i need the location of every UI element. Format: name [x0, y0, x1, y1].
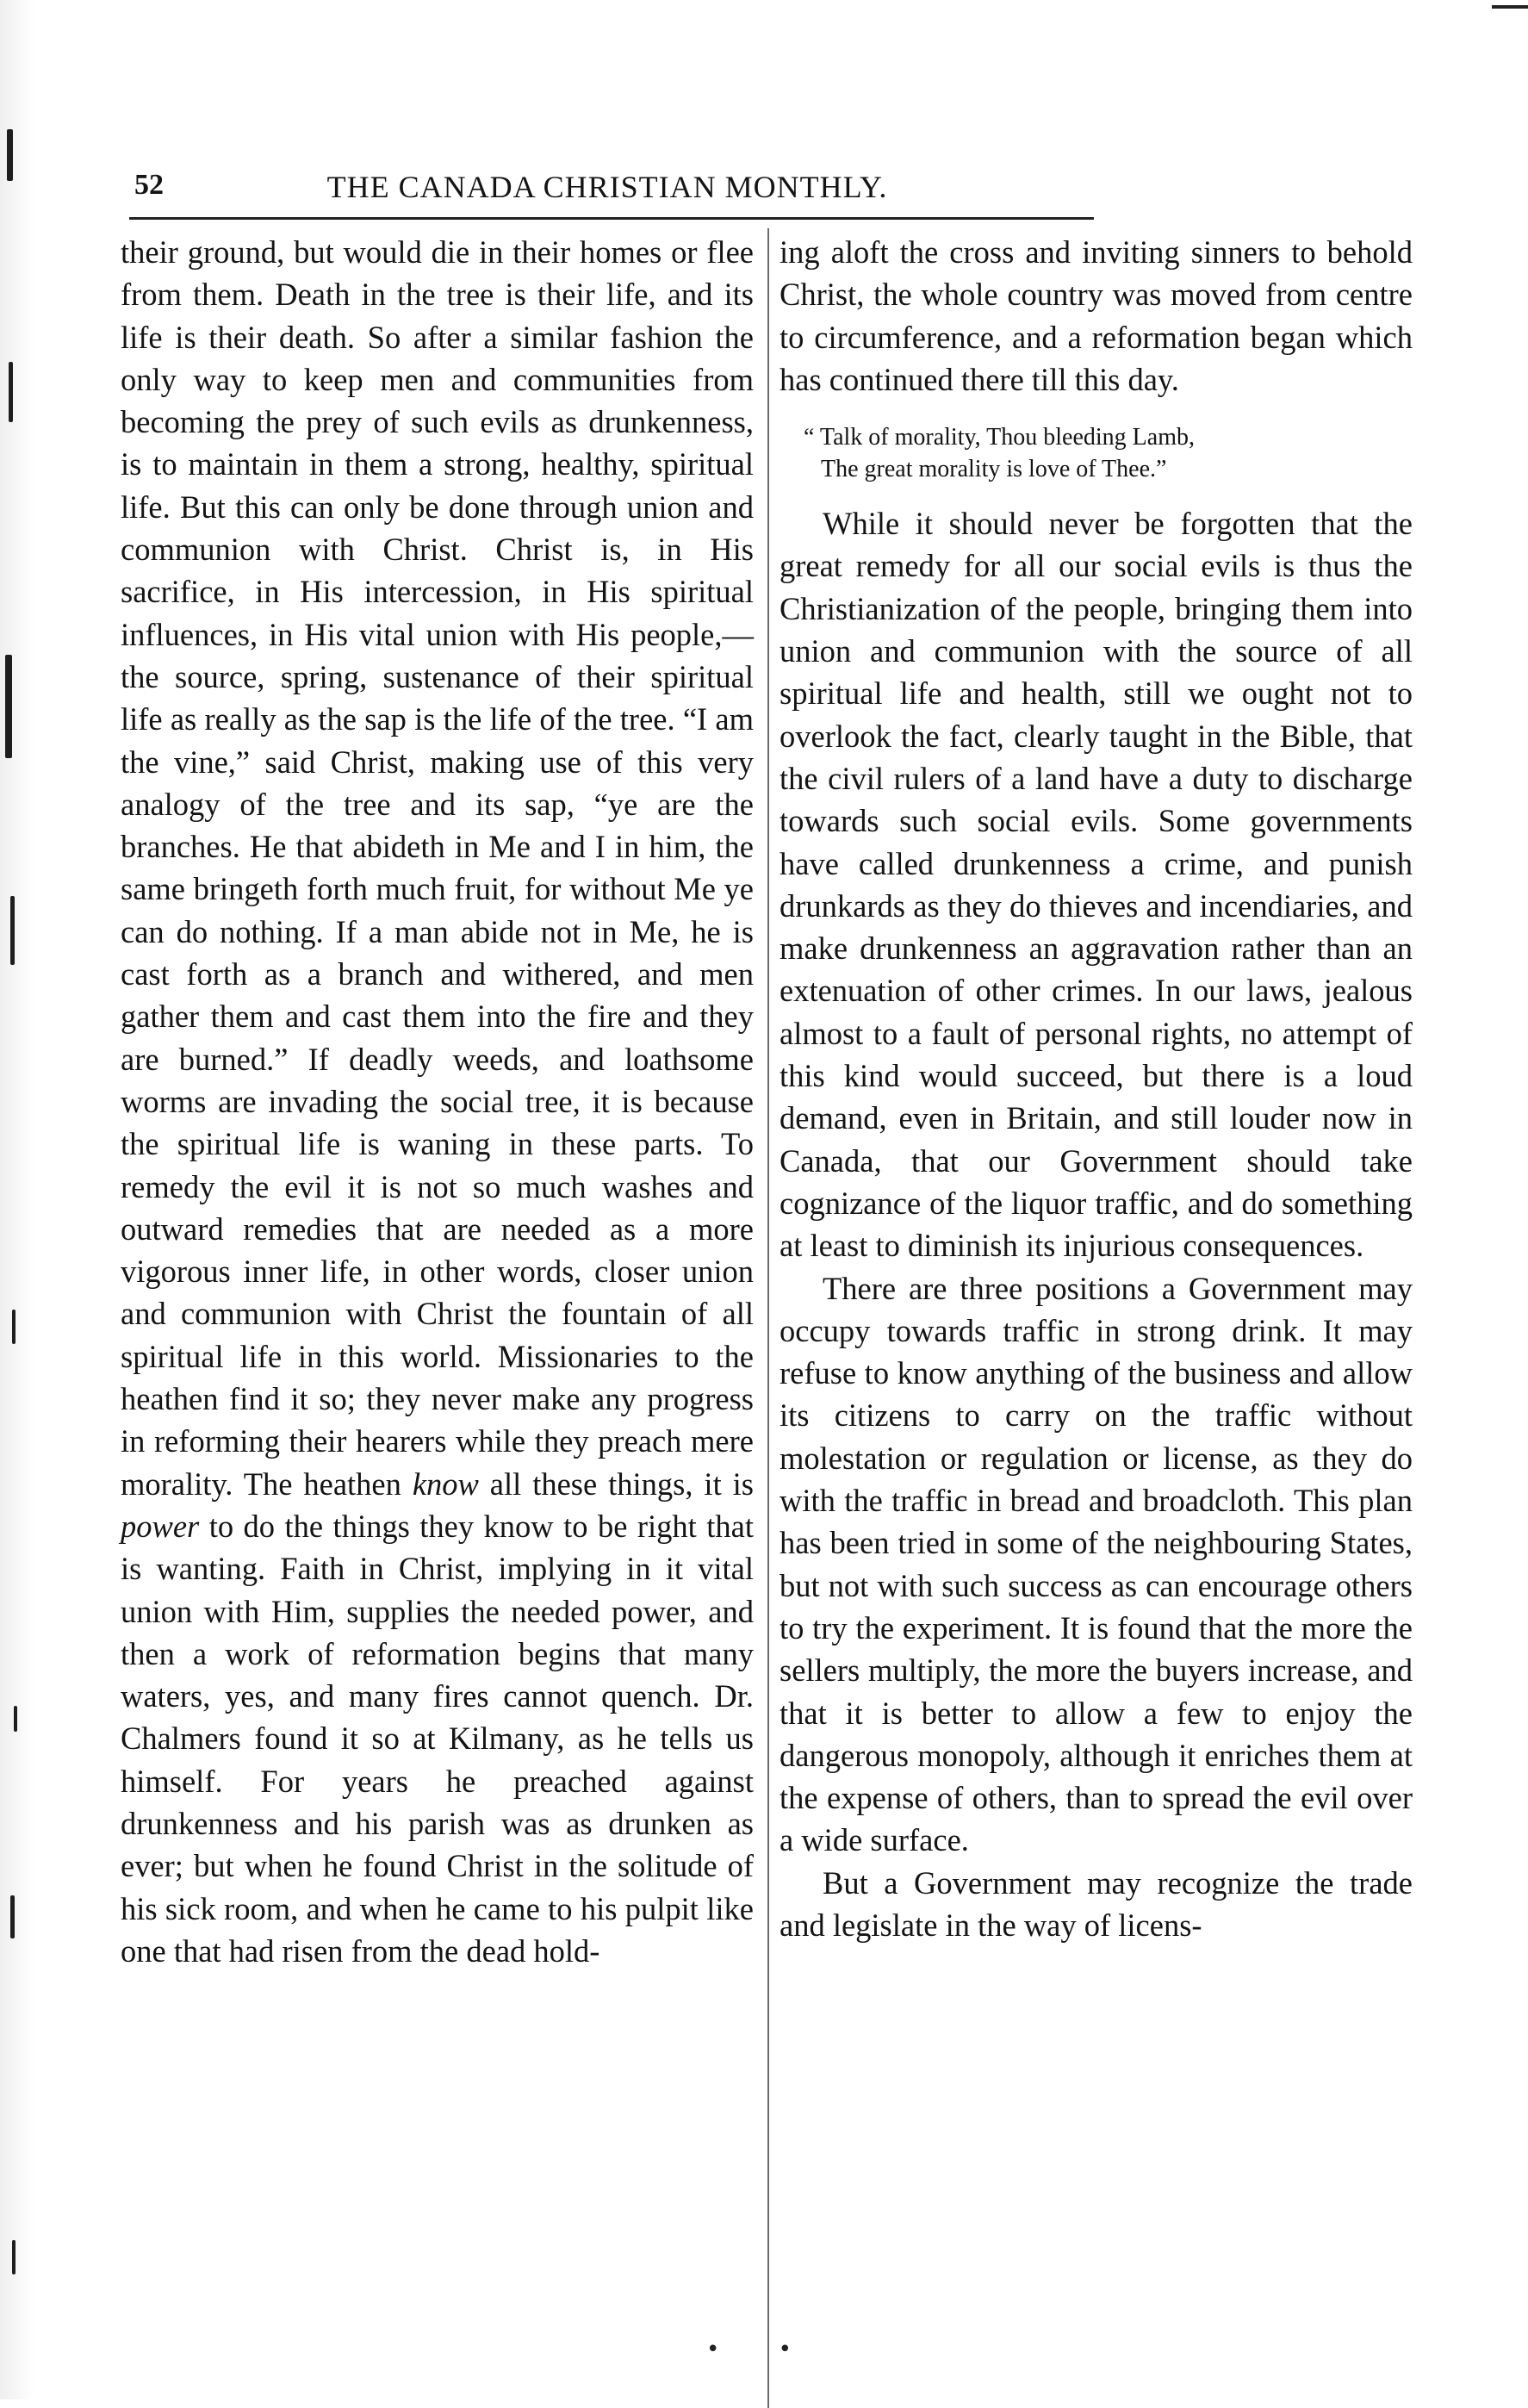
page-number: 52	[134, 169, 164, 201]
quote-line: “ Talk of morality, Thou bleeding Lamb,	[804, 424, 1195, 451]
scan-speck	[7, 129, 13, 181]
right-column	[780, 231, 1413, 1946]
emphasis-know: know	[412, 1465, 479, 1502]
corner-scan-mark	[1492, 5, 1528, 9]
scan-speck	[12, 1310, 16, 1344]
journal-title: THE CANADA CHRISTIAN MONTHLY.	[326, 170, 888, 204]
scan-speck	[14, 1706, 17, 1732]
footer-marks: • •	[706, 2336, 817, 2362]
header-rule	[129, 217, 1094, 220]
body-paragraph: While it should never be forgotten that the great remedy for all our social evils is thus the Christianization of the people, bringing them into union and communion with the source of all spiritual life and health, still we ought not to overlook the fact, clearly taught in the Bible, that the civil rulers of a land have a duty to discharge towards such social evils. Some governments have called drunkenness a crime, and punish drunkards as they do thieves and incendiaries, and make drunkenness an aggravation rather than an extenuation of other crimes. In our laws, jealous almost to a fault of personal rights, no attempt of this kind would succeed, but there is a loud demand, even in Britain, and still louder now in Canada, that our Government should take cognizance of the liquor traffic, and do something at least to diminish its injurious consequences.	[780, 506, 1413, 1264]
left-column	[121, 231, 754, 1972]
body-paragraph: their ground, but would die in their homes or flee from them. Death in the tree is their life, and its life is their death. So after a similar fashion the only way to keep men and communities from becoming the prey of such evils as drunkenness, is to maintain in them a strong, healthy, spiritual life. But this can only be done through union and communion with Christ. Christ is, in His sacrifice, in His intercession, in His spiritual influences, in His vital union with His people,—the source, spring, sustenance of their spiritual life as really as the sap is the life of the tree. “I am the vine,” said Christ, making use of this very analogy of the tree and its sap, “ye are the branches. He that abideth in Me and I in him, the same bringeth forth much fruit, for without Me ye can do nothing. If a man abide not in Me, he is cast forth as a branch and withered, and men gather them and cast them into the fire and they are burned.” If deadly weeds, and loathsome worms are invading the social tree, it is because the spiritual life is waning in these parts. To remedy the evil it is not so much washes and outward remedies that are needed as a more vigorous inner life, in other words, closer union and communion with Christ the fountain of all spiritual life in this world. Missionaries to the heathen find it so; they never make any progress in reforming their hearers while they preach mere morality. The heathen know all these things, it is power to do the things they know to be right that is wanting. Faith in Christ, implying in it vital union with Him, supplies the needed power, and then a work of reformation begins that many waters, yes, and many fires cannot quench. Dr. Chalmers found it so at Kilmany, as he tells us himself. For years he preached against drunkenness and his parish was as drunken as ever; but when he found Christ in the solitude of his sick room, and when he came to his pulpit like one that had risen from the dead hold-	[121, 234, 754, 1969]
quote-line: The great morality is love of Thee.”	[821, 456, 1167, 483]
scan-speck	[10, 896, 15, 965]
body-paragraph: But a Government may recognize the trade and legislate in the way of licens-	[780, 1864, 1413, 1943]
scan-speck	[12, 2240, 16, 2274]
column-divider	[767, 228, 769, 2408]
body-paragraph-continuation: ing aloft the cross and inviting sinners to behold Christ, the whole country was moved from centre to circumference, and a reformation began which has continued there till this day.	[780, 234, 1413, 397]
scan-speck	[9, 362, 13, 422]
scan-speck	[10, 1895, 15, 1938]
emphasis-power: power	[121, 1508, 200, 1544]
binding-edge-shadow	[0, 0, 34, 2399]
verse-quote	[780, 421, 1413, 485]
scan-speck	[5, 655, 12, 758]
running-head	[121, 169, 1094, 212]
body-paragraph: There are three positions a Government may occupy towards traffic in strong drink. It may refuse to know anything of the business and allow its citizens to carry on the traffic without molestation or regulation or license, as they do with the traffic in bread and broadcloth. This plan has been tried in some of the neighbouring States, but not with such success as can encourage others to try the experiment. It is found that the more the sellers multiply, the more the buyers increase, and that it is better to allow a few to enjoy the dangerous monopoly, although it enriches them at the expense of others, than to spread the evil over a wide surface.	[780, 1270, 1413, 1858]
